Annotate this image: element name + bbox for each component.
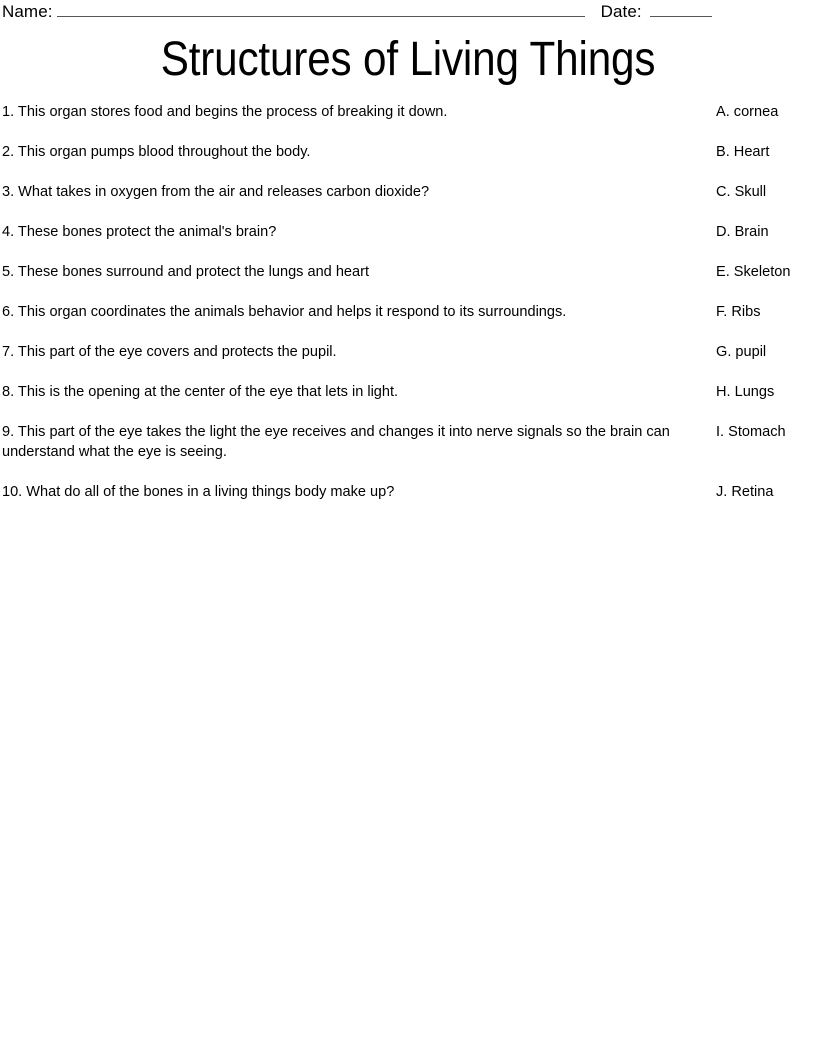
name-input-line[interactable] bbox=[57, 1, 585, 17]
answer-text: Lungs bbox=[734, 383, 775, 400]
answer-text: Skull bbox=[734, 183, 767, 200]
question-text: This part of the eye covers and protects the pupil. bbox=[17, 343, 337, 360]
answer-letter: G. bbox=[716, 343, 732, 360]
matching-row bbox=[2, 302, 814, 322]
answer-text: cornea bbox=[733, 103, 779, 120]
answer-choice[interactable] bbox=[716, 482, 811, 502]
question-item[interactable] bbox=[2, 222, 695, 242]
question-item[interactable] bbox=[2, 382, 695, 402]
question-item[interactable] bbox=[2, 262, 695, 282]
question-item[interactable] bbox=[2, 302, 695, 322]
answer-letter: C. bbox=[716, 183, 731, 200]
answer-choice[interactable] bbox=[716, 222, 811, 242]
question-number: 2. bbox=[2, 143, 15, 160]
answer-letter: D. bbox=[716, 223, 731, 240]
question-number: 9. bbox=[2, 423, 15, 440]
matching-row bbox=[2, 222, 814, 242]
answer-letter: B. bbox=[716, 143, 730, 160]
matching-row bbox=[2, 482, 814, 502]
question-item[interactable] bbox=[2, 142, 695, 162]
student-info-header bbox=[2, 0, 814, 23]
question-number: 7. bbox=[2, 343, 15, 360]
answer-text: Heart bbox=[733, 143, 770, 160]
question-number: 3. bbox=[2, 183, 15, 200]
answer-choice[interactable] bbox=[716, 102, 811, 122]
matching-row bbox=[2, 102, 814, 122]
question-text: This organ stores food and begins the process of breaking it down. bbox=[17, 103, 448, 120]
question-text: What takes in oxygen from the air and releases carbon dioxide? bbox=[18, 183, 430, 200]
date-label: Date: bbox=[600, 2, 642, 21]
answer-choice[interactable] bbox=[716, 342, 811, 362]
question-item[interactable] bbox=[2, 422, 695, 462]
question-number: 4. bbox=[2, 223, 15, 240]
matching-row bbox=[2, 142, 814, 162]
answer-choice[interactable] bbox=[716, 262, 811, 282]
question-item[interactable] bbox=[2, 342, 695, 362]
date-input-line[interactable] bbox=[650, 1, 712, 17]
question-number: 1. bbox=[2, 103, 15, 120]
answer-choice[interactable] bbox=[716, 382, 811, 402]
question-text: These bones surround and protect the lungs and heart bbox=[17, 263, 369, 280]
answer-text: Brain bbox=[734, 223, 769, 240]
page-title: Structures of Living Things bbox=[160, 33, 656, 86]
answer-letter: H. bbox=[716, 383, 731, 400]
question-text: This part of the eye takes the light the eye receives and changes it into nerve signals so the brain can understand what the eye is seeing. bbox=[2, 423, 670, 460]
answer-text: Ribs bbox=[731, 303, 761, 320]
matching-row bbox=[2, 422, 814, 462]
matching-section bbox=[2, 102, 814, 502]
question-number: 5. bbox=[2, 263, 15, 280]
answer-choice[interactable] bbox=[716, 422, 811, 442]
answer-text: Retina bbox=[731, 483, 774, 500]
answer-letter: F. bbox=[716, 303, 728, 320]
answer-choice[interactable] bbox=[716, 302, 811, 322]
answer-letter: J. bbox=[716, 483, 728, 500]
matching-row bbox=[2, 342, 814, 362]
question-text: This is the opening at the center of the eye that lets in light. bbox=[17, 383, 399, 400]
question-item[interactable] bbox=[2, 482, 695, 502]
answer-text: pupil bbox=[735, 343, 767, 360]
name-label: Name: bbox=[2, 2, 53, 21]
matching-row bbox=[2, 182, 814, 202]
answer-text: Skeleton bbox=[733, 263, 791, 280]
question-text: These bones protect the animal's brain? bbox=[17, 223, 277, 240]
question-item[interactable] bbox=[2, 102, 695, 122]
answer-choice[interactable] bbox=[716, 182, 811, 202]
answer-letter: A. bbox=[716, 103, 730, 120]
answer-choice[interactable] bbox=[716, 142, 811, 162]
answer-letter: I. bbox=[716, 423, 725, 440]
question-item[interactable] bbox=[2, 182, 695, 202]
answer-letter: E. bbox=[716, 263, 730, 280]
question-text: What do all of the bones in a living things body make up? bbox=[26, 483, 395, 500]
question-number: 8. bbox=[2, 383, 15, 400]
answer-text: Stomach bbox=[728, 423, 786, 440]
question-text: This organ pumps blood throughout the body. bbox=[17, 143, 311, 160]
date-group bbox=[601, 1, 713, 23]
matching-row bbox=[2, 382, 814, 402]
matching-row bbox=[2, 262, 814, 282]
question-number: 10. bbox=[2, 483, 23, 500]
question-number: 6. bbox=[2, 303, 15, 320]
question-text: This organ coordinates the animals behavior and helps it respond to its surroundings. bbox=[17, 303, 567, 320]
